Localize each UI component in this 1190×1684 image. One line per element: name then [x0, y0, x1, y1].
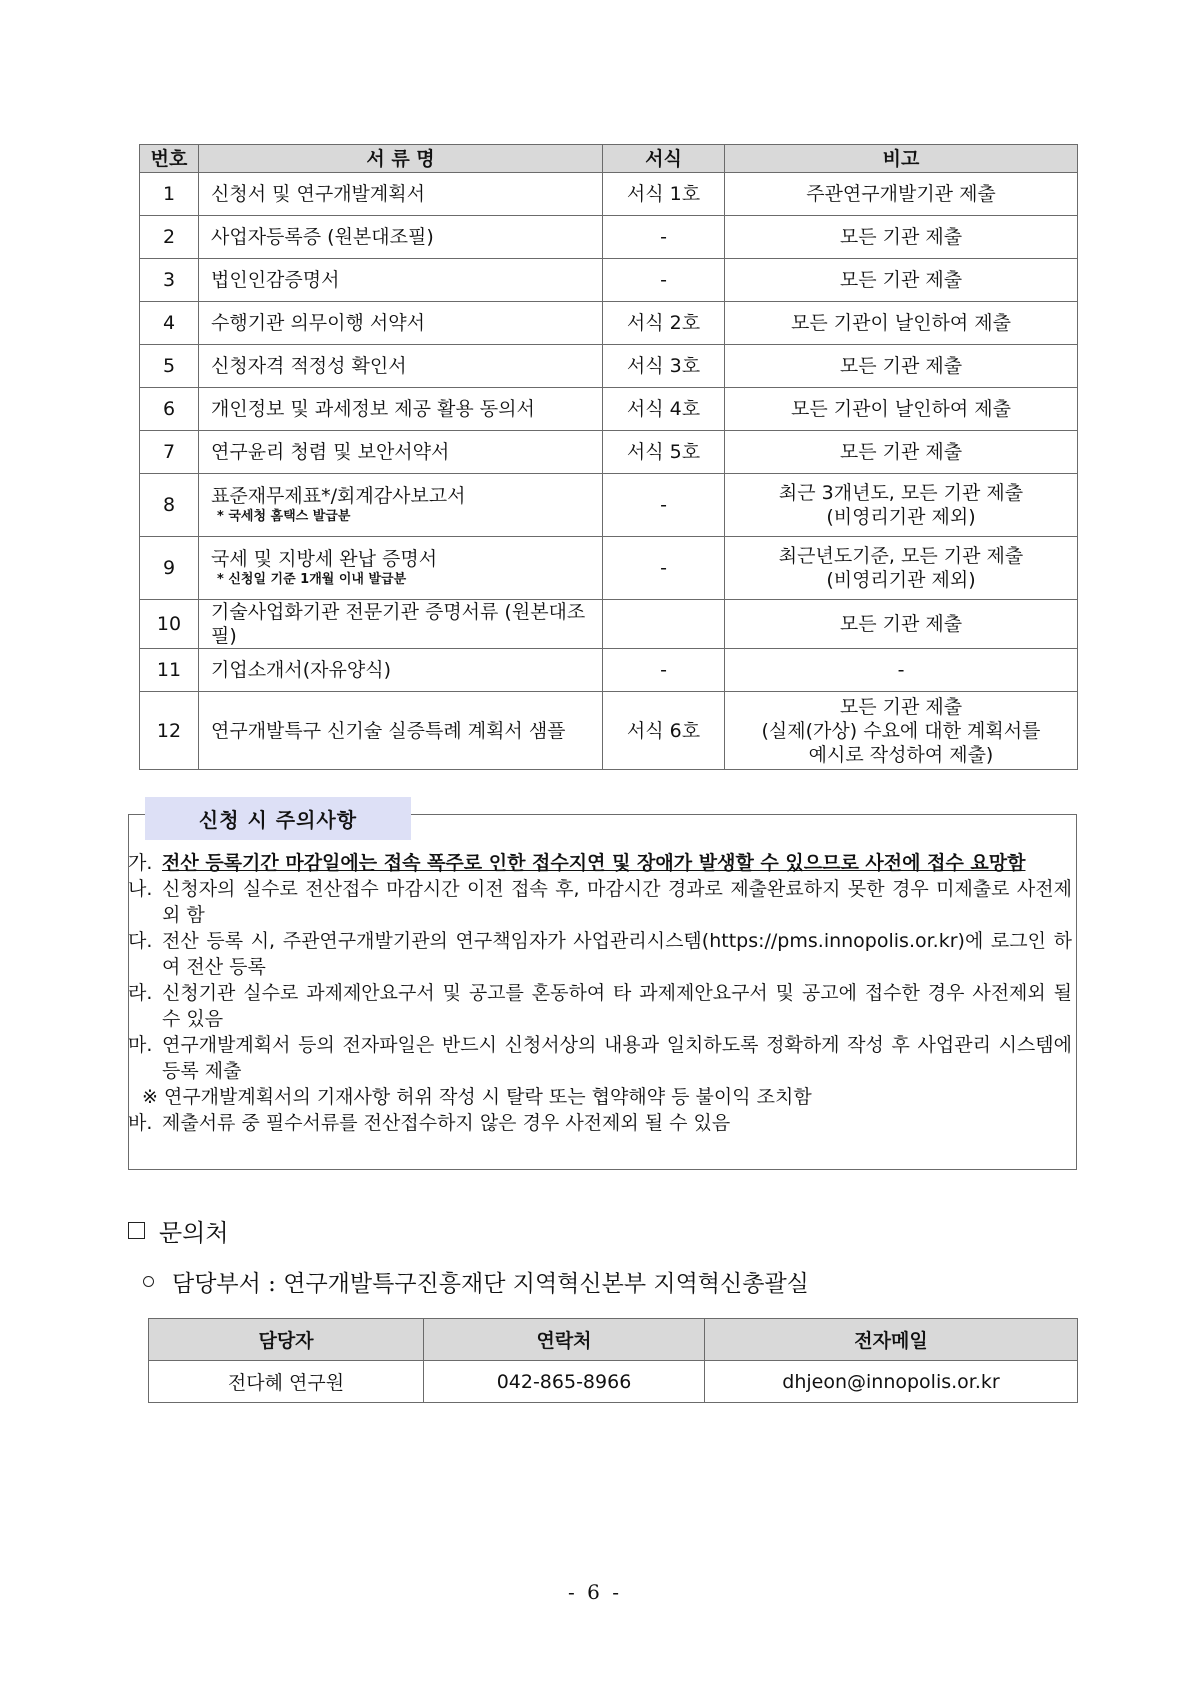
document-remark: (비영리기관 제외) — [826, 569, 976, 591]
document-remark-cell — [725, 692, 1078, 770]
document-remark: 모든 기관이 날인하여 제출 — [790, 312, 1011, 334]
contact-heading-text: 문의처 — [159, 1219, 229, 1247]
header-email: 전자메일 — [705, 1319, 1078, 1361]
header-remark: 비고 — [725, 145, 1078, 173]
header-phone: 연락처 — [424, 1319, 705, 1361]
caution-item — [128, 980, 1076, 1032]
caution-item-mark: 바. — [128, 1112, 153, 1134]
contact-department — [143, 1265, 809, 1298]
document-no: 8 — [140, 474, 199, 537]
document-note: * 국세청 홈택스 발급분 — [217, 509, 351, 524]
document-remark: 최근년도기준, 모든 기관 제출 — [778, 545, 1024, 567]
document-no: 11 — [140, 649, 199, 692]
document-name-cell — [199, 302, 603, 345]
document-form: 서식 5호 — [603, 431, 725, 474]
document-no: 7 — [140, 431, 199, 474]
document-row — [140, 388, 1078, 431]
circle-bullet-icon — [143, 1276, 154, 1287]
contact-row — [149, 1361, 1078, 1403]
caution-item-text: 신청기관 실수로 과제제안요구서 및 공고를 혼동하여 타 과제제안요구서 및 공고에 접수한 경우 사전제외 될 수 있음 — [162, 982, 1072, 1030]
caution-item-text: 전산 등록 시, 주관연구개발기관의 연구책임자가 사업관리시스템(https://pms.innopolis.or.kr)에 로그인 하여 전산 등록 — [162, 930, 1072, 978]
document-remark: 모든 기관 제출 — [839, 441, 963, 463]
document-no: 3 — [140, 259, 199, 302]
document-name-cell — [199, 474, 603, 537]
caution-item-mark: 라. — [128, 982, 153, 1004]
caution-item — [128, 1110, 1076, 1136]
contact-table — [148, 1318, 1078, 1403]
document-row — [140, 302, 1078, 345]
document-remark: 모든 기관 제출 — [839, 695, 963, 718]
document-name-cell — [199, 692, 603, 770]
document-row — [140, 692, 1078, 770]
document-row — [140, 537, 1078, 600]
document-remark: 모든 기관 제출 — [839, 613, 963, 635]
document-name: 표준재무제표*/회계감사보고서 — [211, 485, 466, 507]
document-name: 사업자등록증 (원본대조필) — [211, 226, 434, 248]
page-number: - 6 - — [568, 1580, 622, 1604]
document-note: * 신청일 기준 1개월 이내 발급분 — [217, 572, 407, 587]
document-name: 법인인감증명서 — [211, 269, 340, 291]
document-remark-cell — [725, 600, 1078, 649]
caution-item — [128, 928, 1076, 980]
document-remark-cell — [725, 474, 1078, 537]
document-remark: 모든 기관 제출 — [839, 269, 963, 291]
document-form — [603, 600, 725, 649]
document-remark: (실제(가상) 수요에 대한 계획서를 — [761, 719, 1041, 742]
documents-table-header — [140, 145, 1078, 173]
document-no: 6 — [140, 388, 199, 431]
document-no: 2 — [140, 216, 199, 259]
document-form: - — [603, 474, 725, 537]
document-row — [140, 345, 1078, 388]
document-form: 서식 6호 — [603, 692, 725, 770]
caution-item-mark: 다. — [128, 930, 153, 952]
document-form: 서식 2호 — [603, 302, 725, 345]
document-no: 10 — [140, 600, 199, 649]
header-name: 서 류 명 — [199, 145, 603, 173]
caution-item-text: 전산 등록기간 마감일에는 접속 폭주로 인한 접수지연 및 장애가 발생할 수 있으므로 사전에 접수 요망함 — [162, 852, 1026, 874]
document-remark: 예시로 작성하여 제출) — [808, 743, 994, 766]
document-form: 서식 3호 — [603, 345, 725, 388]
document-no: 4 — [140, 302, 199, 345]
document-remark-cell — [725, 173, 1078, 216]
document-name: 신청자격 적정성 확인서 — [211, 355, 407, 377]
document-name: 개인정보 및 과세정보 제공 활용 동의서 — [211, 398, 535, 420]
document-form: - — [603, 216, 725, 259]
document-remark-cell — [725, 431, 1078, 474]
document-remark: - — [897, 659, 905, 681]
document-form: - — [603, 537, 725, 600]
document-row — [140, 259, 1078, 302]
contact-table-header — [149, 1319, 1078, 1361]
contact-heading — [128, 1213, 229, 1248]
contact-person: 전다혜 연구원 — [149, 1361, 424, 1403]
caution-note: ※ 연구개발계획서의 기재사항 허위 작성 시 탈락 또는 협약해약 등 불이익 조치함 — [142, 1086, 812, 1108]
document-remark-cell — [725, 345, 1078, 388]
document-row — [140, 600, 1078, 649]
document-remark-cell — [725, 388, 1078, 431]
document-name: 신청서 및 연구개발계획서 — [211, 183, 425, 205]
caution-item-text: 제출서류 중 필수서류를 전산접수하지 않은 경우 사전제외 될 수 있음 — [162, 1112, 731, 1134]
document-remark-cell — [725, 649, 1078, 692]
contact-phone: 042-865-8966 — [424, 1361, 705, 1403]
document-remark: 모든 기관 제출 — [839, 355, 963, 377]
header-person: 담당자 — [149, 1319, 424, 1361]
caution-item — [128, 1032, 1076, 1084]
document-name-cell — [199, 649, 603, 692]
caution-item-mark: 나. — [128, 878, 153, 900]
header-form: 서식 — [603, 145, 725, 173]
document-name-cell — [199, 216, 603, 259]
document-row — [140, 216, 1078, 259]
caution-title: 신청 시 주의사항 — [145, 797, 411, 840]
document-name-cell — [199, 173, 603, 216]
caution-item-text: 신청자의 실수로 전산접수 마감시간 이전 접속 후, 마감시간 경과로 제출완료하지 못한 경우 미제출로 사전제외 함 — [162, 878, 1072, 926]
caution-item-mark: 가. — [128, 852, 153, 874]
document-name-cell — [199, 431, 603, 474]
document-row — [140, 173, 1078, 216]
checkbox-square-icon — [128, 1222, 145, 1239]
document-name-cell — [199, 259, 603, 302]
document-row — [140, 649, 1078, 692]
document-form: 서식 1호 — [603, 173, 725, 216]
caution-item — [128, 850, 1076, 876]
document-name-cell — [199, 600, 603, 649]
document-name: 수행기관 의무이행 서약서 — [211, 312, 425, 334]
document-remark: 최근 3개년도, 모든 기관 제출 — [778, 482, 1024, 504]
document-no: 5 — [140, 345, 199, 388]
document-form: - — [603, 649, 725, 692]
contact-department-text: 담당부서 : 연구개발특구진흥재단 지역혁신본부 지역혁신총괄실 — [172, 1271, 809, 1297]
document-name: 기술사업화기관 전문기관 증명서류 (원본대조필) — [211, 601, 586, 647]
document-remark: 모든 기관이 날인하여 제출 — [790, 398, 1011, 420]
header-no: 번호 — [140, 145, 199, 173]
contact-email[interactable]: dhjeon@innopolis.or.kr — [705, 1361, 1078, 1403]
documents-table — [139, 144, 1078, 770]
caution-list — [128, 850, 1076, 1136]
document-name: 연구윤리 청렴 및 보안서약서 — [211, 441, 450, 463]
document-name-cell — [199, 345, 603, 388]
document-remark-cell — [725, 259, 1078, 302]
document-remark-cell — [725, 537, 1078, 600]
document-remark-cell — [725, 302, 1078, 345]
caution-item — [128, 876, 1076, 928]
document-no: 9 — [140, 537, 199, 600]
document-form: - — [603, 259, 725, 302]
document-remark: (비영리기관 제외) — [826, 506, 976, 528]
document-name-cell — [199, 537, 603, 600]
document-form: 서식 4호 — [603, 388, 725, 431]
document-remark: 주관연구개발기관 제출 — [806, 183, 996, 205]
document-name: 국세 및 지방세 완납 증명서 — [211, 548, 438, 570]
document-no: 12 — [140, 692, 199, 770]
caution-item-text: 연구개발계획서 등의 전자파일은 반드시 신청서상의 내용과 일치하도록 정확하게 작성 후 사업관리 시스템에 등록 제출 — [162, 1034, 1072, 1082]
document-name: 연구개발특구 신기술 실증특례 계획서 샘플 — [211, 719, 566, 742]
document-name-cell — [199, 388, 603, 431]
document-row — [140, 474, 1078, 537]
document-no: 1 — [140, 173, 199, 216]
document-remark: 모든 기관 제출 — [839, 226, 963, 248]
caution-item-mark: 마. — [128, 1034, 153, 1056]
document-remark-cell — [725, 216, 1078, 259]
document-name: 기업소개서(자유양식) — [211, 659, 392, 681]
document-row — [140, 431, 1078, 474]
